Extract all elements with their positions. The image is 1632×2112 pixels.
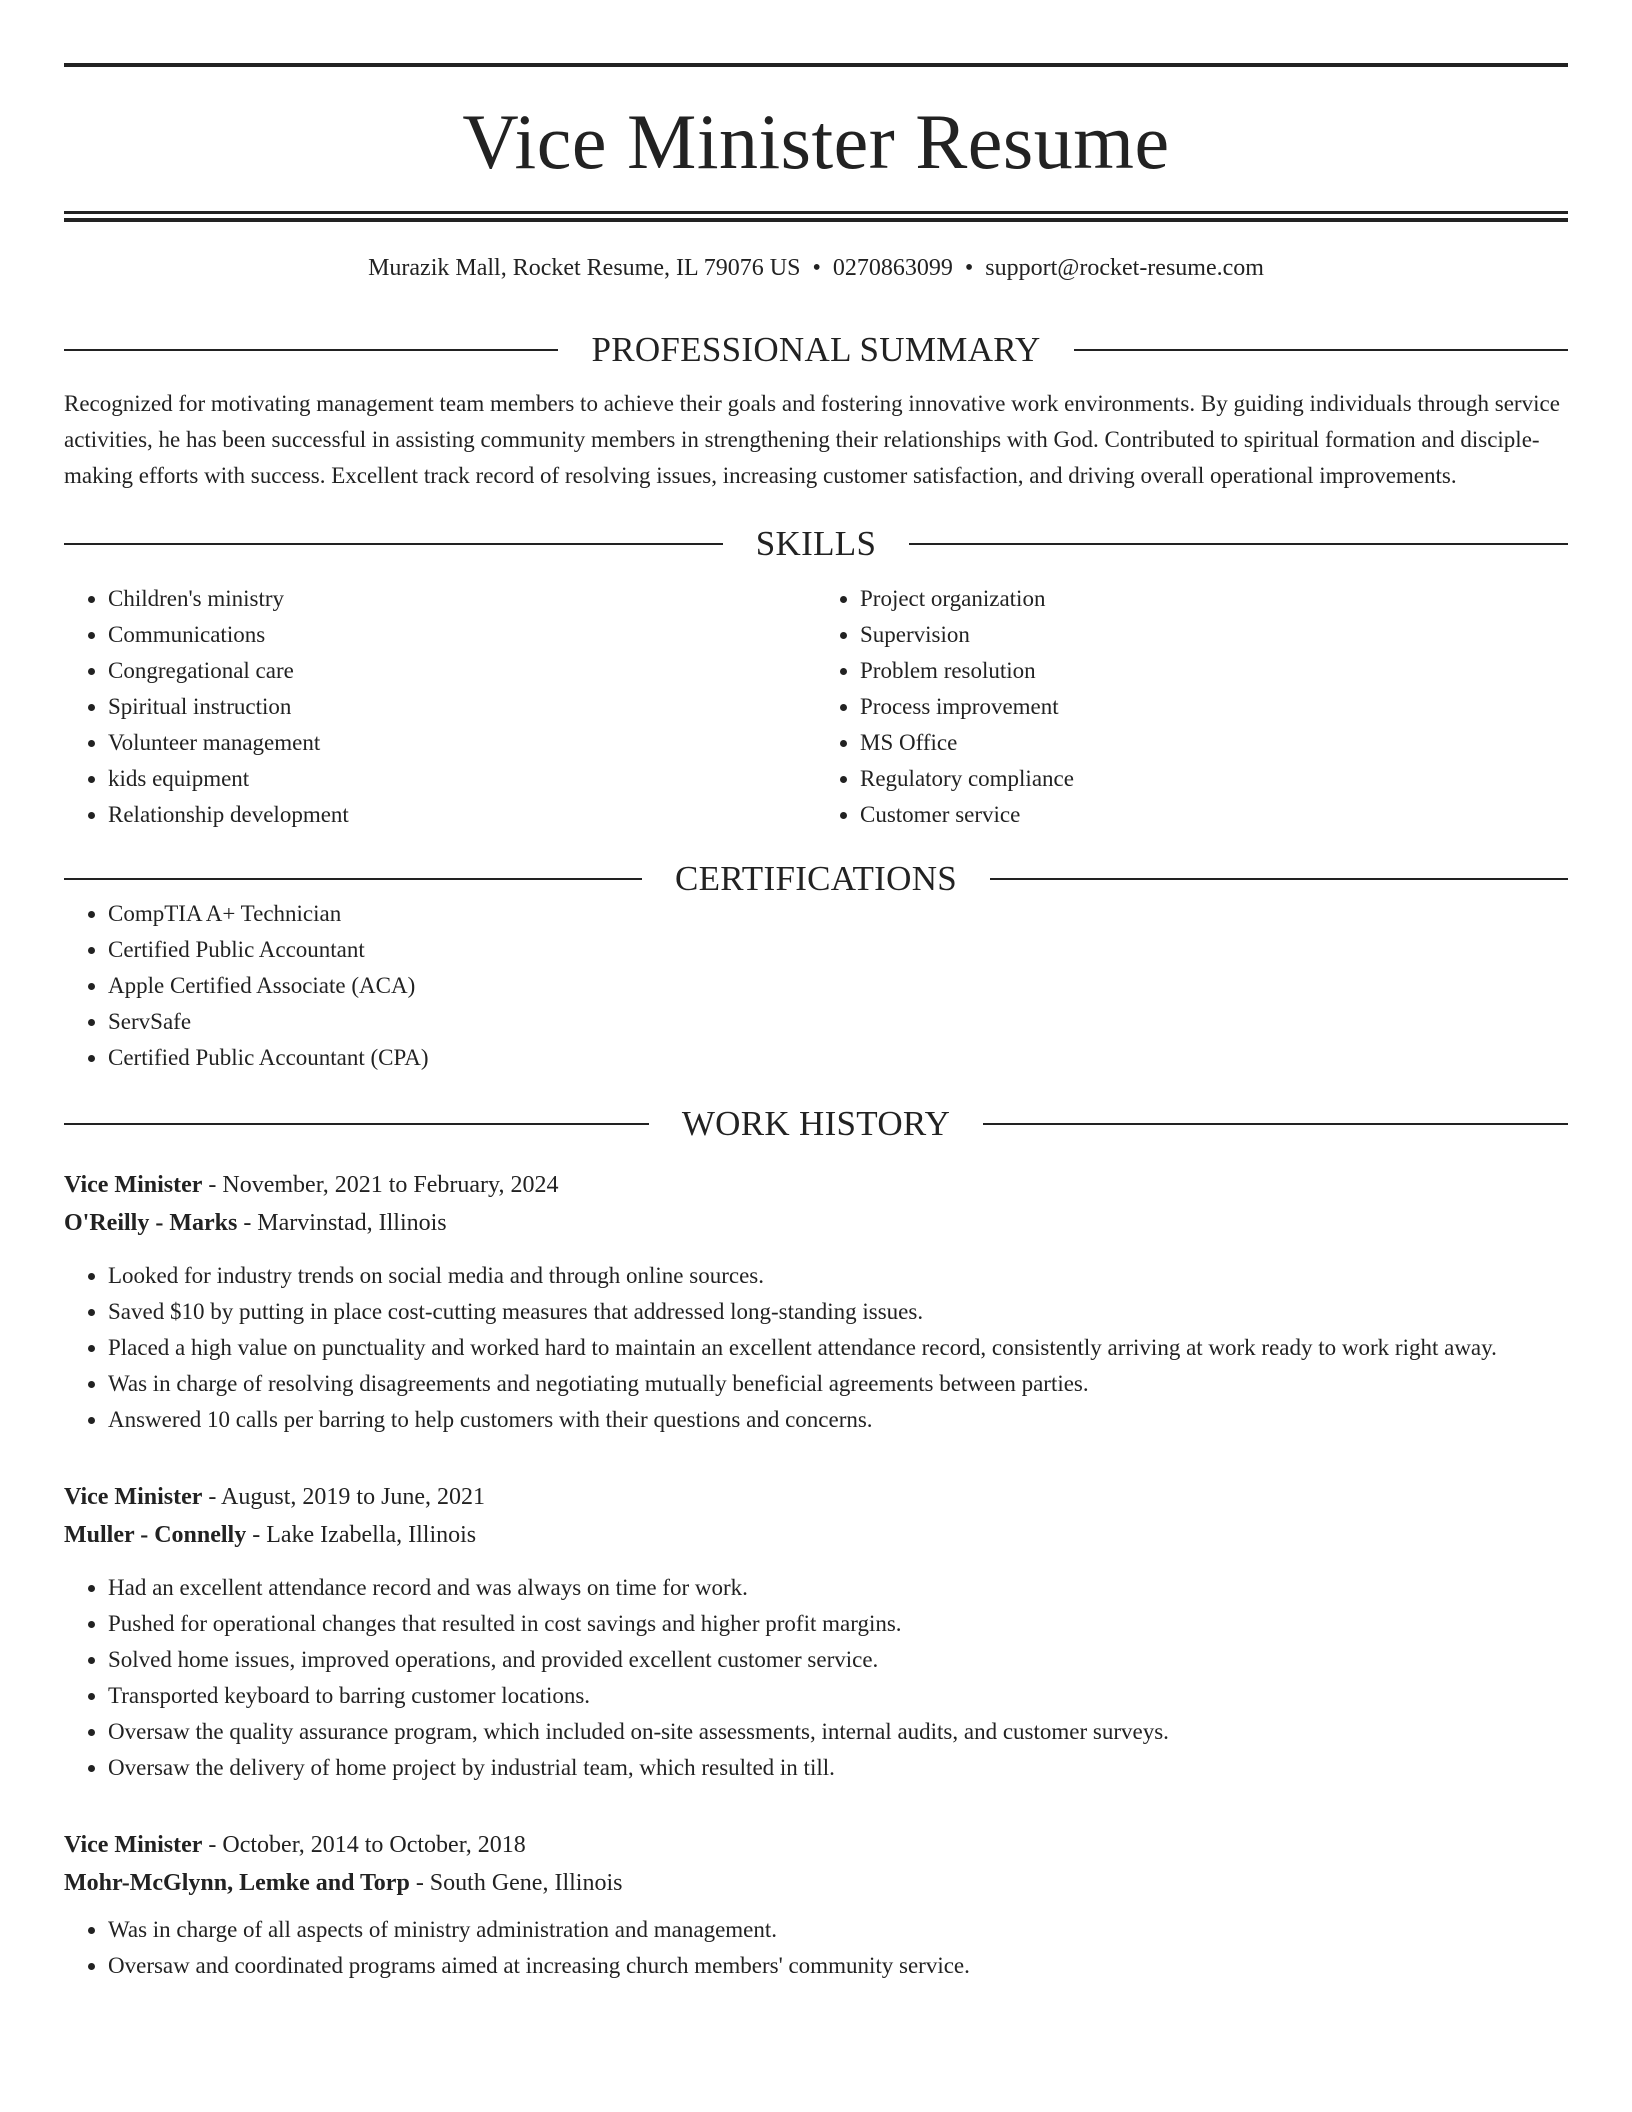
- job-duty: • Was in charge of all aspects of ministry administration and management.: [108, 1912, 1568, 1948]
- job-duty: • Pushed for operational changes that resulted in cost savings and higher profit margins.: [108, 1606, 1568, 1642]
- summary-text: Recognized for motivating management team members to achieve their goals and fostering innovative work environments. By guiding individuals through service activities, he has been successful in assisting community members in strengthening their relationships with God. Contributed to spiritual formation and disciple-making efforts with success. Excellent track record of resolving issues, increasing customer satisfaction, and driving overall operational improvements.: [64, 391, 1560, 488]
- job-title-line: [64, 1826, 1568, 1864]
- contact-email: support@rocket-resume.com: [985, 255, 1264, 281]
- job-dates: - November, 2021 to February, 2024: [202, 1172, 559, 1198]
- section-title: CERTIFICATIONS: [674, 859, 958, 898]
- job-location: - South Gene, Illinois: [409, 1870, 623, 1896]
- heading-rule-left: [64, 543, 723, 545]
- job-company-line: [64, 1864, 1568, 1902]
- section-heading-work-history: [64, 1106, 1568, 1141]
- skill-item: • Volunteer management: [108, 725, 816, 761]
- section-heading-certifications: [64, 861, 1568, 896]
- job-duty: • Oversaw the quality assurance program, which included on-site assessments, internal audits, and customer surveys.: [108, 1714, 1568, 1750]
- job-title: Vice Minister: [64, 1484, 203, 1510]
- section-title: PROFESSIONAL SUMMARY: [591, 330, 1041, 369]
- job-title: Vice Minister: [64, 1172, 203, 1198]
- heading-rule-left: [64, 878, 642, 880]
- job-duty: • Oversaw the delivery of home project by industrial team, which resulted in till.: [108, 1750, 1568, 1786]
- section-heading-skills: [64, 526, 1568, 561]
- job-entry: [64, 1478, 1568, 1786]
- job-dates: - October, 2014 to October, 2018: [202, 1832, 526, 1858]
- job-location: - Lake Izabella, Illinois: [246, 1522, 477, 1548]
- job-duty: • Was in charge of resolving disagreements and negotiating mutually beneficial agreements between parties.: [108, 1366, 1568, 1402]
- certification-item: • ServSafe: [108, 1004, 1568, 1040]
- heading-rule-left: [64, 1123, 649, 1125]
- heading-rule-left: [64, 349, 558, 351]
- job-title-line: [64, 1166, 1568, 1204]
- job-duty: • Solved home issues, improved operations, and provided excellent customer service.: [108, 1642, 1568, 1678]
- job-duty: • Placed a high value on punctuality and worked hard to maintain an excellent attendance record, consistently arriving at work ready to work right away.: [108, 1330, 1568, 1366]
- skill-item: • Project organization: [860, 581, 1568, 617]
- job-duty: • Oversaw and coordinated programs aimed at increasing church members' community service.: [108, 1948, 1568, 1984]
- heading-rule-right: [983, 1123, 1568, 1125]
- skill-item: • Regulatory compliance: [860, 761, 1568, 797]
- contact-phone: 0270863099: [832, 255, 953, 281]
- job-company-line: [64, 1204, 1568, 1242]
- skill-item: • Process improvement: [860, 689, 1568, 725]
- job-entry: [64, 1826, 1568, 1984]
- job-duty: • Had an excellent attendance record and was always on time for work.: [108, 1570, 1568, 1606]
- job-title-line: [64, 1478, 1568, 1516]
- certification-item: • Certified Public Accountant (CPA): [108, 1040, 1568, 1076]
- job-duties-list: [64, 1258, 1568, 1438]
- skill-item: • Supervision: [860, 617, 1568, 653]
- skills-grid: [64, 581, 1568, 833]
- resume-content: [64, 63, 1568, 1984]
- job-location: - Marvinstad, Illinois: [237, 1210, 447, 1236]
- job-duty: • Looked for industry trends on social media and through online sources.: [108, 1258, 1568, 1294]
- job-duty: • Transported keyboard to barring customer locations.: [108, 1678, 1568, 1714]
- section-title: SKILLS: [755, 524, 877, 563]
- section-title: WORK HISTORY: [681, 1104, 951, 1143]
- skills-list-right: [816, 581, 1568, 833]
- contact-separator: •: [964, 255, 974, 281]
- job-duties-list: [64, 1570, 1568, 1786]
- skill-item: • Children's ministry: [108, 581, 816, 617]
- job-dates: - August, 2019 to June, 2021: [202, 1484, 486, 1510]
- skills-list-left: [64, 581, 816, 833]
- contact-address: Murazik Mall, Rocket Resume, IL 79076 US: [368, 255, 801, 281]
- top-rule: [64, 63, 1568, 67]
- certification-item: • Apple Certified Associate (ACA): [108, 968, 1568, 1004]
- job-duty: • Answered 10 calls per barring to help customers with their questions and concerns.: [108, 1402, 1568, 1438]
- certification-item: • Certified Public Accountant: [108, 932, 1568, 968]
- job-duty: • Saved $10 by putting in place cost-cutting measures that addressed long-standing issues.: [108, 1294, 1568, 1330]
- job-title: Vice Minister: [64, 1832, 203, 1858]
- skill-item: • kids equipment: [108, 761, 816, 797]
- skill-item: • Relationship development: [108, 797, 816, 833]
- skill-item: • Congregational care: [108, 653, 816, 689]
- skill-item: • MS Office: [860, 725, 1568, 761]
- title-double-rule: [64, 211, 1568, 222]
- skill-item: • Customer service: [860, 797, 1568, 833]
- skill-item: • Communications: [108, 617, 816, 653]
- job-company: O'Reilly - Marks: [64, 1210, 238, 1236]
- heading-rule-right: [909, 543, 1568, 545]
- resume-title: Vice Minister Resume: [462, 98, 1170, 185]
- job-entry: [64, 1166, 1568, 1438]
- job-company: Mohr-McGlynn, Lemke and Torp: [64, 1870, 410, 1896]
- heading-rule-right: [990, 878, 1568, 880]
- certification-item: • CompTIA A+ Technician: [108, 896, 1568, 932]
- skill-item: • Spiritual instruction: [108, 689, 816, 725]
- heading-rule-right: [1074, 349, 1568, 351]
- certifications-list: [64, 896, 1568, 1076]
- job-duties-list: [64, 1912, 1568, 1984]
- contact-line: [64, 256, 1568, 280]
- job-company: Muller - Connelly: [64, 1522, 247, 1548]
- job-company-line: [64, 1516, 1568, 1554]
- contact-separator: •: [812, 255, 821, 281]
- section-heading-summary: [64, 332, 1568, 367]
- skill-item: • Problem resolution: [860, 653, 1568, 689]
